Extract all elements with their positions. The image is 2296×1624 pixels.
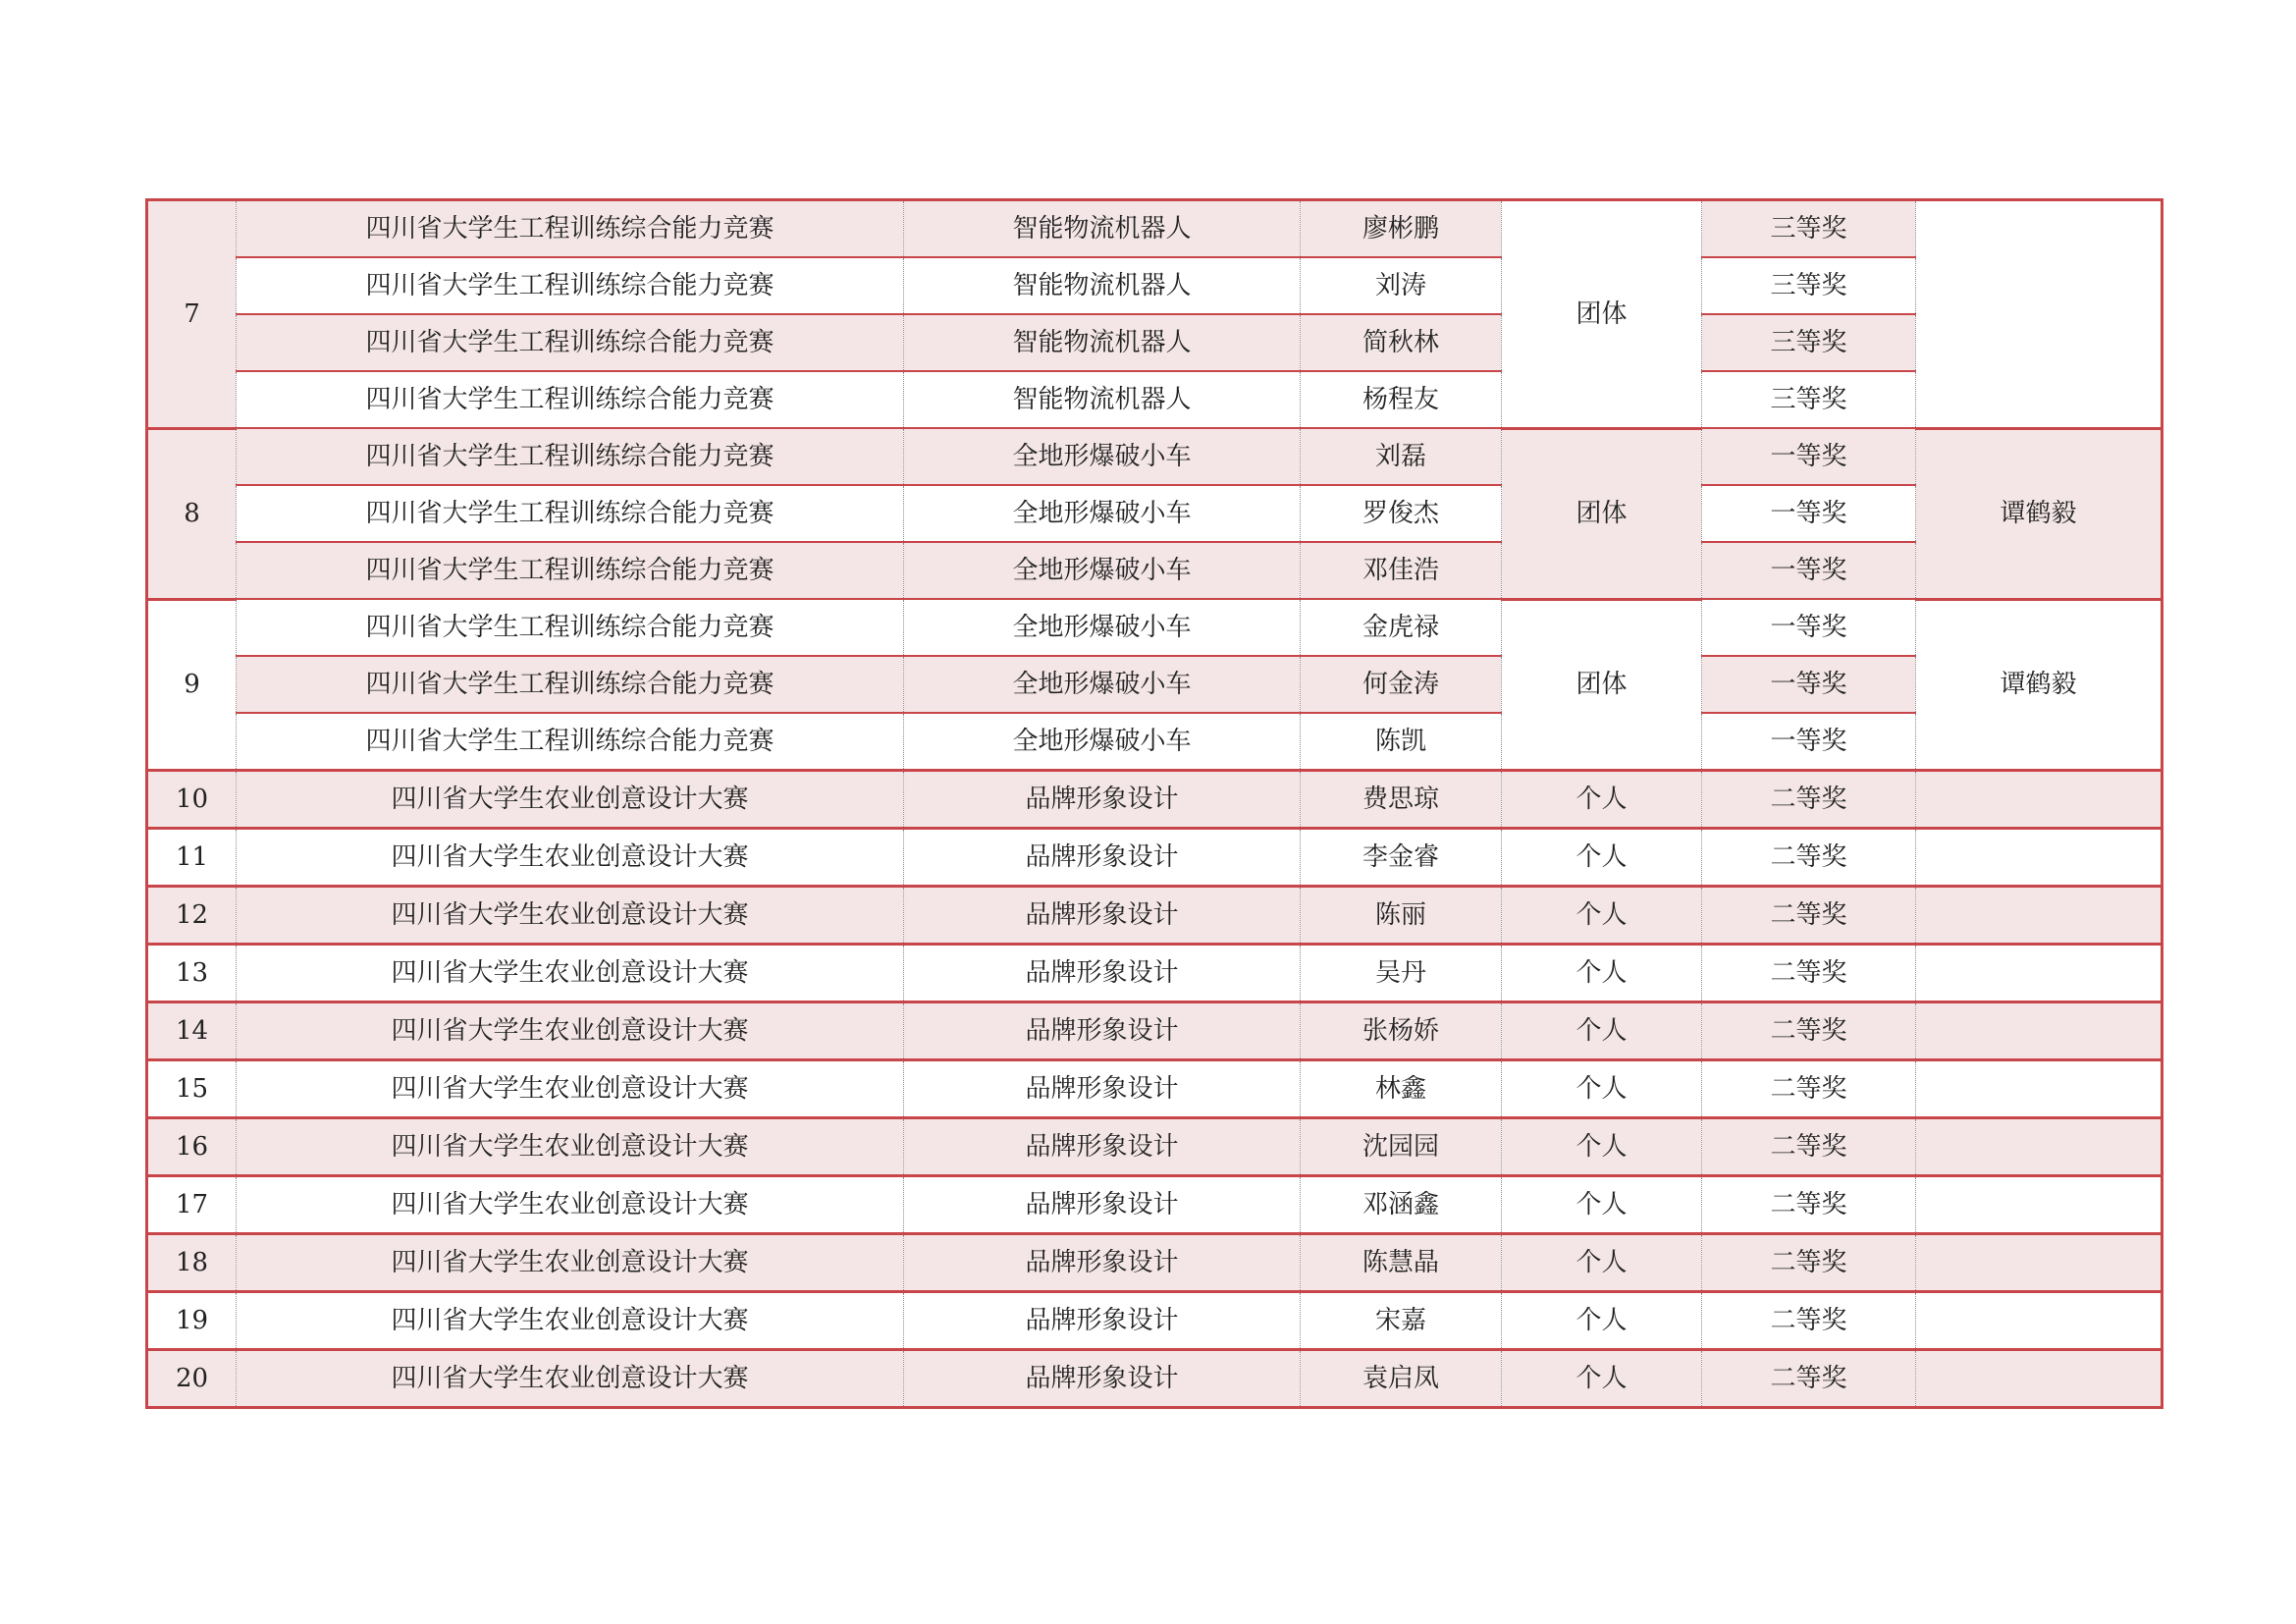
project-cell: 全地形爆破小车: [904, 542, 1301, 599]
award-cell: 二等奖: [1702, 1118, 1916, 1176]
name-cell: 邓佳浩: [1301, 542, 1502, 599]
competition-cell: 四川省大学生工程训练综合能力竞赛: [237, 371, 904, 428]
name-cell: 林鑫: [1301, 1060, 1502, 1118]
advisor-cell: [1916, 771, 2163, 829]
name-cell: 吴丹: [1301, 945, 1502, 1002]
award-cell: 二等奖: [1702, 1350, 1916, 1408]
award-cell: 三等奖: [1702, 200, 1916, 258]
competition-cell: 四川省大学生工程训练综合能力竞赛: [237, 485, 904, 542]
award-cell: 一等奖: [1702, 542, 1916, 599]
competition-cell: 四川省大学生农业创意设计大赛: [237, 1176, 904, 1234]
type-cell: 个人: [1502, 1060, 1702, 1118]
competition-cell: 四川省大学生农业创意设计大赛: [237, 945, 904, 1002]
table-row: [147, 945, 2163, 1002]
project-cell: 品牌形象设计: [904, 1176, 1301, 1234]
competition-cell: 四川省大学生工程训练综合能力竞赛: [237, 656, 904, 713]
name-cell: 费思琼: [1301, 771, 1502, 829]
index-cell: 7: [147, 200, 237, 429]
index-cell: 15: [147, 1060, 237, 1118]
type-cell: 团体: [1502, 599, 1702, 771]
award-cell: 一等奖: [1702, 656, 1916, 713]
advisor-cell: [1916, 1176, 2163, 1234]
name-cell: 陈凯: [1301, 713, 1502, 771]
table-row: [147, 314, 2163, 371]
competition-cell: 四川省大学生工程训练综合能力竞赛: [237, 257, 904, 314]
index-cell: 17: [147, 1176, 237, 1234]
type-cell: 个人: [1502, 829, 1702, 887]
name-cell: 简秋林: [1301, 314, 1502, 371]
table-row: [147, 829, 2163, 887]
project-cell: 全地形爆破小车: [904, 428, 1301, 485]
advisor-cell: [1916, 1060, 2163, 1118]
type-cell: 团体: [1502, 200, 1702, 429]
project-cell: 品牌形象设计: [904, 887, 1301, 945]
index-cell: 8: [147, 428, 237, 599]
name-cell: 陈丽: [1301, 887, 1502, 945]
project-cell: 品牌形象设计: [904, 1060, 1301, 1118]
project-cell: 品牌形象设计: [904, 945, 1301, 1002]
table-row: [147, 200, 2163, 258]
award-cell: 三等奖: [1702, 314, 1916, 371]
project-cell: 智能物流机器人: [904, 371, 1301, 428]
award-cell: 一等奖: [1702, 599, 1916, 656]
table-row: [147, 771, 2163, 829]
competition-cell: 四川省大学生工程训练综合能力竞赛: [237, 200, 904, 258]
name-cell: 沈园园: [1301, 1118, 1502, 1176]
index-cell: 20: [147, 1350, 237, 1408]
type-cell: 个人: [1502, 1292, 1702, 1350]
project-cell: 品牌形象设计: [904, 1292, 1301, 1350]
project-cell: 品牌形象设计: [904, 1350, 1301, 1408]
competition-cell: 四川省大学生工程训练综合能力竞赛: [237, 542, 904, 599]
advisor-cell: [1916, 1234, 2163, 1292]
table-row: [147, 656, 2163, 713]
award-cell: 二等奖: [1702, 1292, 1916, 1350]
awards-table: [145, 198, 2163, 1409]
competition-cell: 四川省大学生农业创意设计大赛: [237, 1292, 904, 1350]
name-cell: 张杨娇: [1301, 1002, 1502, 1060]
index-cell: 12: [147, 887, 237, 945]
name-cell: 邓涵鑫: [1301, 1176, 1502, 1234]
award-cell: 二等奖: [1702, 1002, 1916, 1060]
advisor-cell: [1916, 829, 2163, 887]
award-cell: 一等奖: [1702, 713, 1916, 771]
type-cell: 个人: [1502, 1350, 1702, 1408]
table-row: [147, 599, 2163, 656]
award-cell: 一等奖: [1702, 485, 1916, 542]
table-row: [147, 1176, 2163, 1234]
competition-cell: 四川省大学生工程训练综合能力竞赛: [237, 713, 904, 771]
advisor-cell: [1916, 1350, 2163, 1408]
index-cell: 14: [147, 1002, 237, 1060]
competition-cell: 四川省大学生农业创意设计大赛: [237, 771, 904, 829]
name-cell: 陈慧晶: [1301, 1234, 1502, 1292]
award-cell: 二等奖: [1702, 1176, 1916, 1234]
table-row: [147, 1002, 2163, 1060]
index-cell: 19: [147, 1292, 237, 1350]
name-cell: 何金涛: [1301, 656, 1502, 713]
table-row: [147, 485, 2163, 542]
name-cell: 刘涛: [1301, 257, 1502, 314]
table-row: [147, 371, 2163, 428]
type-cell: 个人: [1502, 1118, 1702, 1176]
competition-cell: 四川省大学生工程训练综合能力竞赛: [237, 599, 904, 656]
advisor-cell: [1916, 887, 2163, 945]
competition-cell: 四川省大学生农业创意设计大赛: [237, 829, 904, 887]
project-cell: 品牌形象设计: [904, 1118, 1301, 1176]
advisor-cell: 谭鹤毅: [1916, 428, 2163, 599]
award-cell: 三等奖: [1702, 371, 1916, 428]
award-cell: 二等奖: [1702, 829, 1916, 887]
type-cell: 团体: [1502, 428, 1702, 599]
table-row: [147, 542, 2163, 599]
project-cell: 智能物流机器人: [904, 257, 1301, 314]
award-cell: 一等奖: [1702, 428, 1916, 485]
index-cell: 9: [147, 599, 237, 771]
table-row: [147, 713, 2163, 771]
type-cell: 个人: [1502, 1176, 1702, 1234]
competition-cell: 四川省大学生农业创意设计大赛: [237, 1002, 904, 1060]
award-cell: 三等奖: [1702, 257, 1916, 314]
name-cell: 杨程友: [1301, 371, 1502, 428]
name-cell: 李金睿: [1301, 829, 1502, 887]
competition-cell: 四川省大学生工程训练综合能力竞赛: [237, 428, 904, 485]
table-row: [147, 1234, 2163, 1292]
advisor-cell: [1916, 945, 2163, 1002]
award-cell: 二等奖: [1702, 771, 1916, 829]
type-cell: 个人: [1502, 887, 1702, 945]
advisor-cell: [1916, 200, 2163, 429]
index-cell: 13: [147, 945, 237, 1002]
type-cell: 个人: [1502, 945, 1702, 1002]
project-cell: 全地形爆破小车: [904, 599, 1301, 656]
type-cell: 个人: [1502, 1002, 1702, 1060]
type-cell: 个人: [1502, 771, 1702, 829]
competition-cell: 四川省大学生农业创意设计大赛: [237, 1118, 904, 1176]
table-row: [147, 1060, 2163, 1118]
table-row: [147, 887, 2163, 945]
award-cell: 二等奖: [1702, 887, 1916, 945]
name-cell: 罗俊杰: [1301, 485, 1502, 542]
advisor-cell: 谭鹤毅: [1916, 599, 2163, 771]
index-cell: 18: [147, 1234, 237, 1292]
award-cell: 二等奖: [1702, 1060, 1916, 1118]
project-cell: 智能物流机器人: [904, 314, 1301, 371]
table-row: [147, 428, 2163, 485]
table-row: [147, 1292, 2163, 1350]
table-row: [147, 1118, 2163, 1176]
name-cell: 刘磊: [1301, 428, 1502, 485]
table-row: [147, 1350, 2163, 1408]
award-cell: 二等奖: [1702, 945, 1916, 1002]
name-cell: 袁启凤: [1301, 1350, 1502, 1408]
advisor-cell: [1916, 1002, 2163, 1060]
competition-cell: 四川省大学生农业创意设计大赛: [237, 887, 904, 945]
table-row: [147, 257, 2163, 314]
project-cell: 全地形爆破小车: [904, 485, 1301, 542]
project-cell: 品牌形象设计: [904, 1002, 1301, 1060]
index-cell: 16: [147, 1118, 237, 1176]
index-cell: 10: [147, 771, 237, 829]
competition-cell: 四川省大学生农业创意设计大赛: [237, 1060, 904, 1118]
name-cell: 廖彬鹏: [1301, 200, 1502, 258]
name-cell: 金虎禄: [1301, 599, 1502, 656]
advisor-cell: [1916, 1292, 2163, 1350]
competition-cell: 四川省大学生农业创意设计大赛: [237, 1350, 904, 1408]
project-cell: 智能物流机器人: [904, 200, 1301, 258]
award-cell: 二等奖: [1702, 1234, 1916, 1292]
name-cell: 宋嘉: [1301, 1292, 1502, 1350]
advisor-cell: [1916, 1118, 2163, 1176]
project-cell: 全地形爆破小车: [904, 656, 1301, 713]
type-cell: 个人: [1502, 1234, 1702, 1292]
project-cell: 全地形爆破小车: [904, 713, 1301, 771]
index-cell: 11: [147, 829, 237, 887]
competition-cell: 四川省大学生农业创意设计大赛: [237, 1234, 904, 1292]
project-cell: 品牌形象设计: [904, 1234, 1301, 1292]
project-cell: 品牌形象设计: [904, 771, 1301, 829]
competition-cell: 四川省大学生工程训练综合能力竞赛: [237, 314, 904, 371]
project-cell: 品牌形象设计: [904, 829, 1301, 887]
